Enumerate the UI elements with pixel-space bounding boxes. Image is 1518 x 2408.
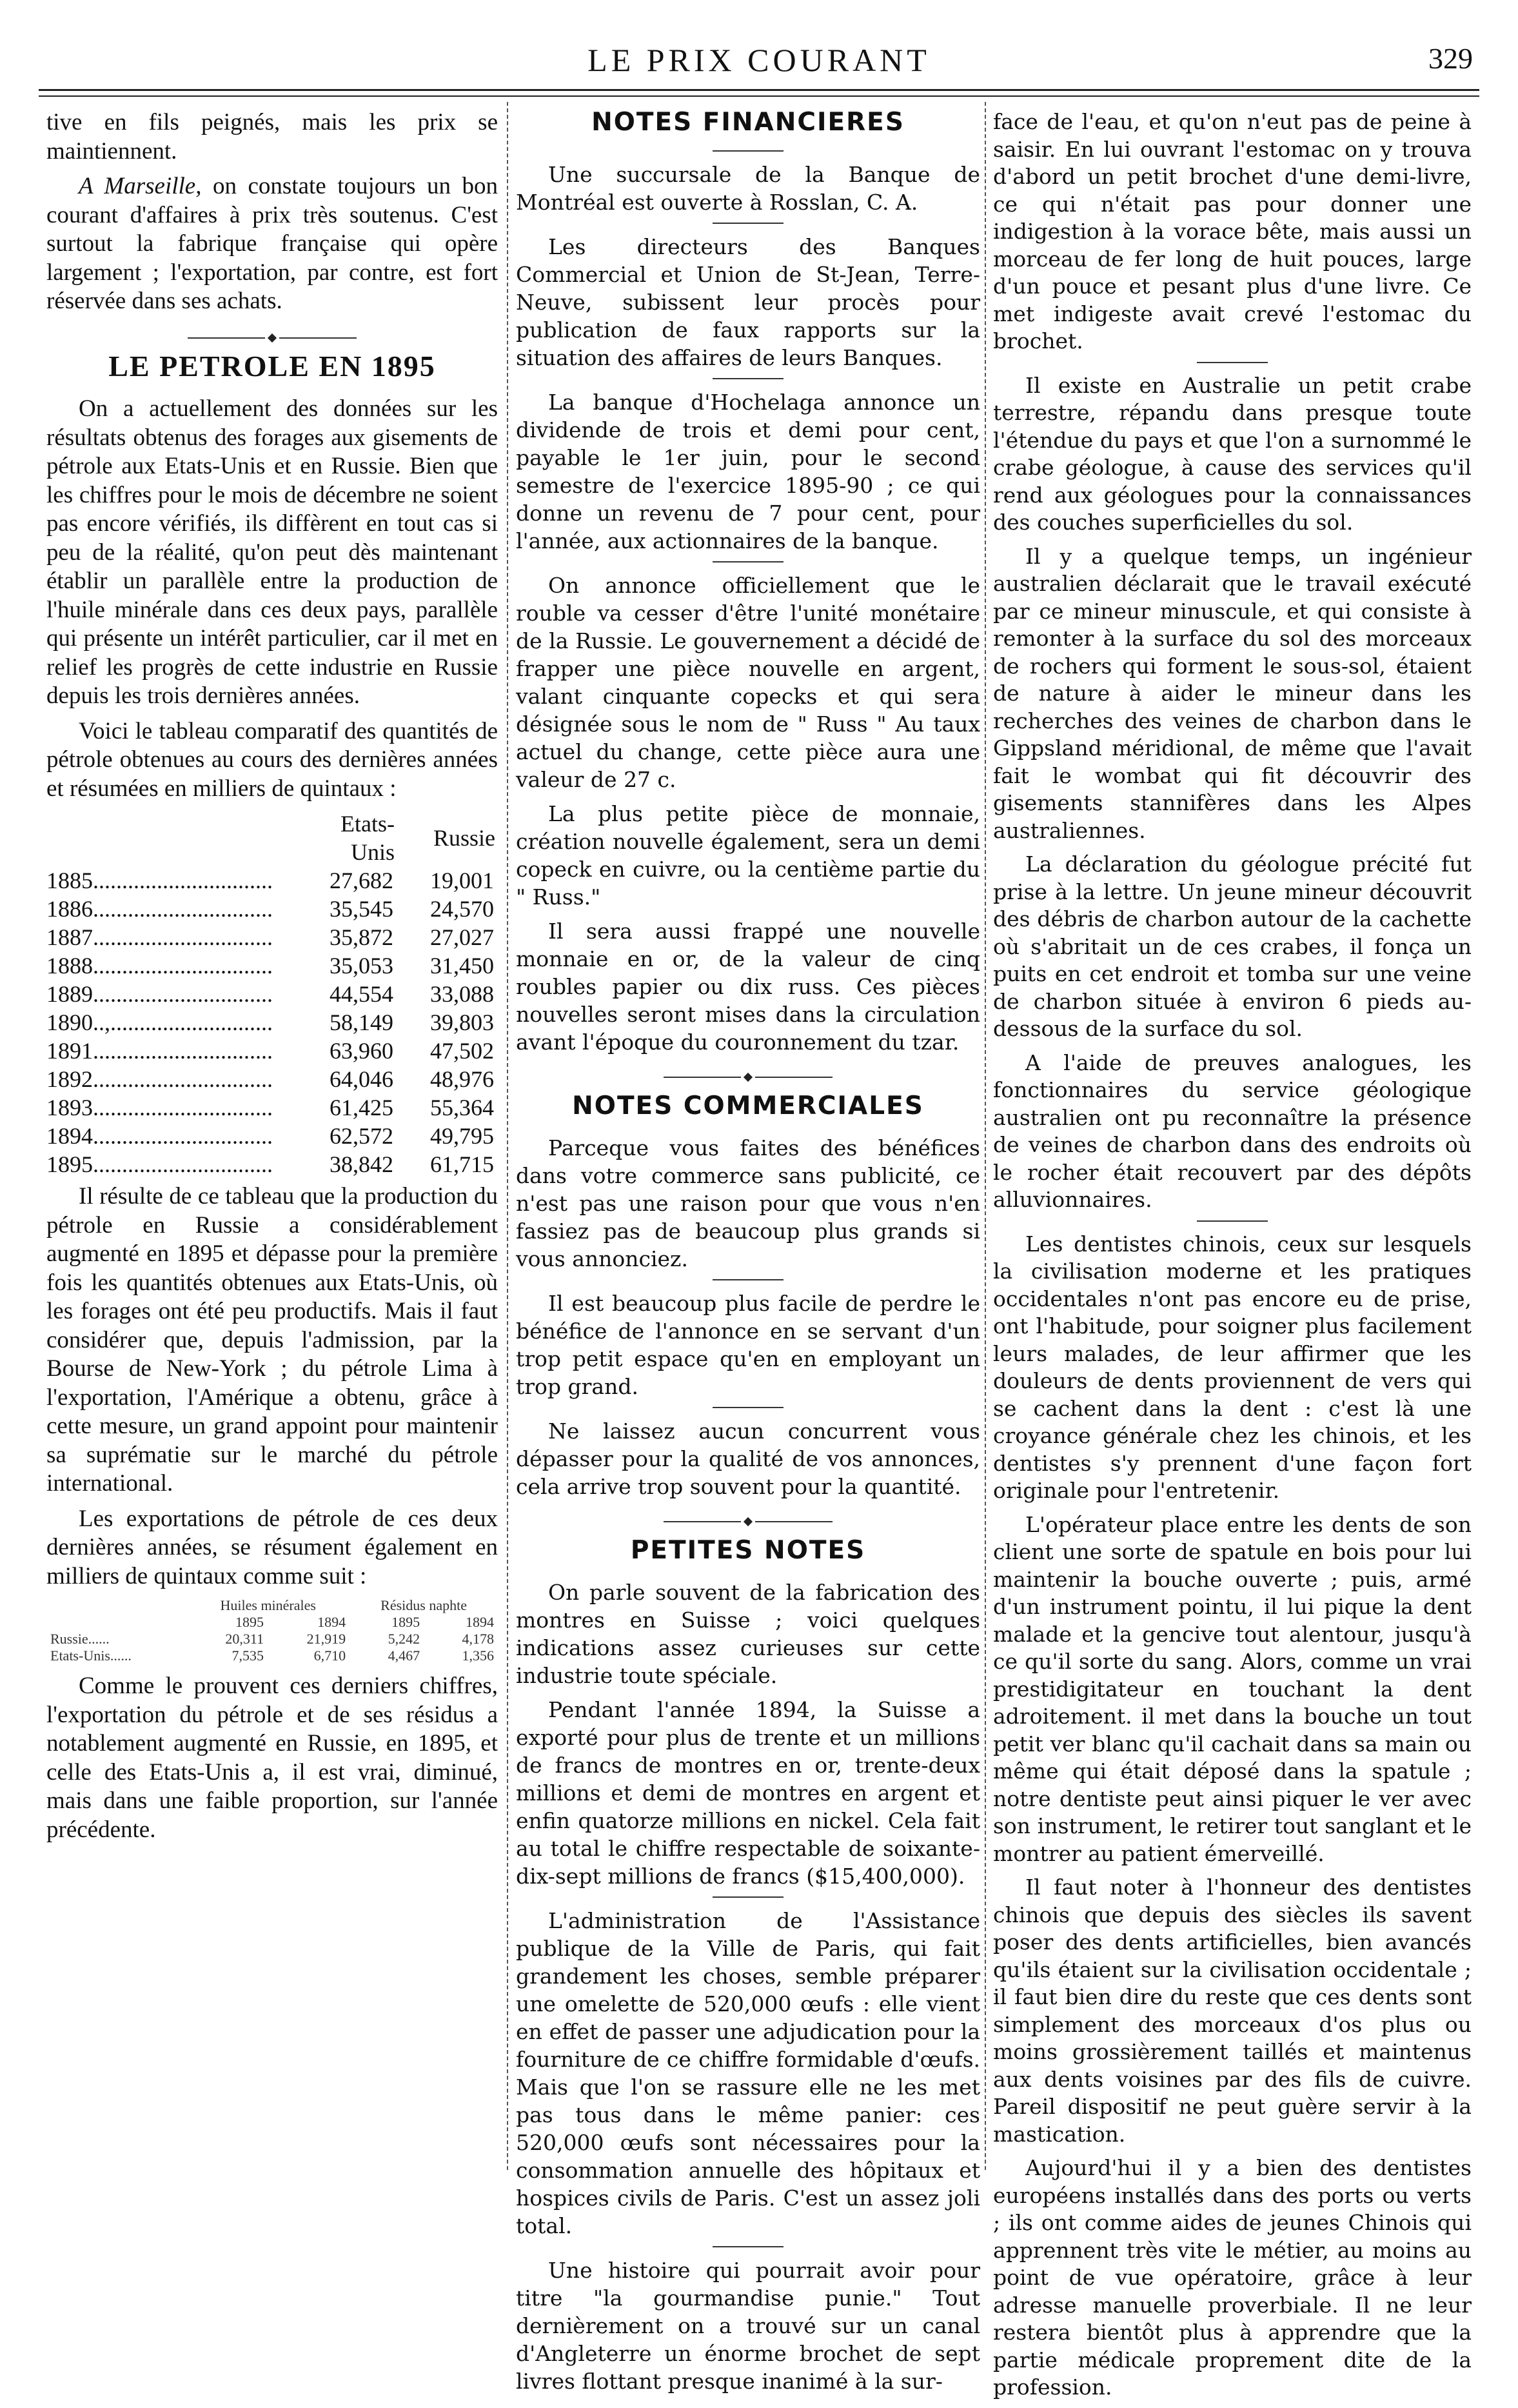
year-cell: 1889............................... xyxy=(46,981,273,1007)
value-cell: 35,545 xyxy=(330,896,393,922)
paragraph: On annonce officiellement que le rouble va cesser d'être l'unité monétaire de la Russie. Le gouvernement a décidé de frapper une pièce nouvelle en argent, valant cinquante copecks et qui sera désignée sous le nom de " Russ " Au taux actuel du change, cette pièce aura une valeur de 27 c. xyxy=(516,573,980,792)
paragraph: Il y a quelque temps, un ingénieur australien déclarait que le travail exécuté par ce mineur minuscule, et qui consiste à remonter à la surface du sol des morceaux de rochers qui forment le sous-sol, étaient de nature à aider le mineur dans les recherches des veines de charbon dans le Gippsland méridional, de même que l'avait fait le wombat qui fit découvrir des gisements stannifères dans les Alpes australiennes. xyxy=(993,543,1472,843)
table-row xyxy=(46,1631,498,1647)
paragraph: Les exportations de pétrole de ces deux dernières années, se résument également en milliers de quintaux comme suit : xyxy=(46,1505,498,1589)
value-cell: 7,535 xyxy=(232,1647,264,1664)
city-name: A Marseille, xyxy=(79,173,202,199)
year-cell: 1891............................... xyxy=(46,1038,273,1064)
column-1 xyxy=(46,108,498,1851)
country-cell: Russie...... xyxy=(50,1631,110,1647)
value-cell: 48,976 xyxy=(430,1066,494,1092)
value-cell: 64,046 xyxy=(330,1066,393,1092)
column-2 xyxy=(516,108,980,2402)
paragraph: On parle souvent de la fabrication des montres en Suisse ; voici quelques indications assez curieuses sur cette industrie toute spéciale. xyxy=(516,1580,980,1688)
paragraph: L'opérateur place entre les dents de son client une sorte de spatule en bois pour lui maintenir la bouche ouverte ; puis, armé d'un instrument pointu, il lui pique la dent malade et la gencive tout alentour, jusqu'à ce qu'il sorte du sang. Alors, comme un vrai prestidigitateur en touchant la dent adroitement. il met dans la bouche un tout petit ver blanc qu'il cachait dans sa main ou même qui était déposé dans la spatule ; notre dentiste peut ainsi piquer le ver avec son instrument, le retirer tout sanglant et le montrer au patient émerveillé. xyxy=(993,1511,1472,1866)
year-cell: 1894............................... xyxy=(46,1123,273,1149)
year-cell: 1892............................... xyxy=(46,1066,273,1092)
paragraph: Aujourd'hui il y a bien des dentistes européens installés dans des ports ou verts ; ils ont comme aides de jeunes Chinois qui apprennent très vite le métier, au moins au point de vue opératoire, grâce à leur adresse manuelle proverbiale. Il ne leur restera bientôt plus à apprendre que la partie médicale proprement dite de la profession. xyxy=(993,2155,1472,2400)
short-rule xyxy=(713,150,784,152)
short-rule xyxy=(713,223,784,224)
short-rule xyxy=(1197,1220,1268,1222)
paragraph: Ne laissez aucun concurrent vous dépasser pour la qualité de vos annonces, cela arrive trop souvent pour la quantité. xyxy=(516,1418,980,1499)
table-row xyxy=(46,1150,498,1179)
journal-title: LE PRIX COURANT xyxy=(587,42,931,78)
value-cell: 33,088 xyxy=(430,981,494,1007)
value-cell: 21,919 xyxy=(306,1631,346,1647)
year-cell: 1893............................... xyxy=(46,1095,273,1120)
table-row xyxy=(46,923,498,951)
table-row xyxy=(46,1037,498,1065)
value-cell: 4,178 xyxy=(462,1631,494,1647)
year-cell: 1887............................... xyxy=(46,924,273,950)
table-row xyxy=(46,895,498,923)
value-cell: 49,795 xyxy=(430,1123,494,1149)
column-3 xyxy=(993,108,1472,2408)
value-cell: 27,682 xyxy=(330,868,393,893)
table-row xyxy=(46,1065,498,1093)
value-cell: 39,803 xyxy=(430,1010,494,1035)
value-cell: 55,364 xyxy=(430,1095,494,1120)
paragraph: Voici le tableau comparatif des quantités de pétrole obtenues au cours des dernières années et résumées en milliers de quintaux : xyxy=(46,717,498,802)
article-heading-petrole: LE PETROLE EN 1895 xyxy=(108,349,436,383)
paragraph: La déclaration du géologue précité fut prise à la lettre. Un jeune mineur découvrit des débris de charbon autour de la cachette où s'abritait un de ces crabes, il fonça un puits en cet endroit et tomba sur une veine de charbon située à environ 6 pieds au-dessous de la surface du sol. xyxy=(993,851,1472,1041)
table-row xyxy=(46,980,498,1008)
year-cell: 1890..,............................ xyxy=(46,1010,273,1035)
paragraph: Il faut noter à l'honneur des dentistes chinois que depuis des siècles ils savent poser des dents artificielles, bien avancés qu'ils étaient sur la civilisation occidentale ; il faut bien dire du reste que ces dents sont simplement des morceaux d'os plus ou moins grossièrement taillés et maintenus aux dents voisines par des fils de cuivre. Pareil dispositif ne peut guère servir à la mastication. xyxy=(993,1875,1472,2147)
year-cell: 1885............................... xyxy=(46,868,273,893)
production-table xyxy=(46,810,498,1179)
value-cell: 38,842 xyxy=(330,1151,393,1177)
paragraph: Il existe en Australie un petit crabe terrestre, répandu dans presque toute l'étendue du pays et que l'on a surnommé le crabe géologue, à cause des services qu'il rend aux géologues pour la connaissances des couches superficielles du sol. xyxy=(993,372,1472,535)
value-cell: 31,450 xyxy=(430,953,494,979)
value-cell: 1,356 xyxy=(462,1647,494,1664)
value-cell: 6,710 xyxy=(313,1647,346,1664)
paragraph xyxy=(46,172,498,316)
value-cell: 61,715 xyxy=(430,1151,494,1177)
short-rule xyxy=(713,378,784,379)
table-row xyxy=(46,1122,498,1150)
country-cell: Etats-Unis...... xyxy=(50,1647,132,1664)
section-heading-notes-commerciales: NOTES COMMERCIALES xyxy=(572,1091,924,1120)
paragraph: L'administration de l'Assistance publique de la Ville de Paris, qui fait grandement les choses, semble préparer une omelette de 520,000 œufs : elle vient en effet de passer une adjudication pour la fourniture de ce chiffre formidable d'œufs. Mais que l'on se rassure elle ne les met pas tous dans le même panier: ces 520,000 œufs sont nécessaires pour la consommation annuelle des hôpitaux et hospices civils de Paris. C'est un assez joli total. xyxy=(516,1908,980,2238)
year-header: 1894 xyxy=(317,1614,346,1630)
section-heading-petites-notes: PETITES NOTES xyxy=(630,1536,866,1565)
value-cell: 24,570 xyxy=(430,896,494,922)
paragraph: Une succursale de la Banque de Montréal est ouverte à Rosslan, C. A. xyxy=(516,162,980,215)
year-cell: 1886............................... xyxy=(46,896,273,922)
paragraph: Parceque vous faites des bénéfices dans votre commerce sans publicité, ce n'est pas une raison pour que vous n'en fassiez pas de beaucoup plus grands si vous annonciez. xyxy=(516,1135,980,1271)
value-cell: 61,425 xyxy=(330,1095,393,1120)
year-header: 1895 xyxy=(391,1614,420,1630)
paragraph: La banque d'Hochelaga annonce un dividende de trois et demi pour cent, payable le 1er juin, pour le second semestre de l'exercice 1895-90 ; ce qui donne un revenu de 7 pour cent, pour l'année, aux actionnaires de la banque. xyxy=(516,390,980,553)
paragraph: tive en fils peignés, mais les prix se maintiennent. xyxy=(46,109,498,164)
separator-ornament xyxy=(516,1507,980,1526)
separator-ornament xyxy=(516,1062,980,1082)
table-row xyxy=(46,951,498,980)
short-rule xyxy=(713,1407,784,1408)
export-table xyxy=(46,1597,498,1664)
short-rule xyxy=(713,561,784,562)
value-cell: 35,053 xyxy=(330,953,393,979)
value-cell: 58,149 xyxy=(330,1010,393,1035)
value-cell: 27,027 xyxy=(430,924,494,950)
year-header: 1895 xyxy=(235,1614,264,1630)
table-header-russie: Russie xyxy=(433,825,495,851)
paragraph: Il est beaucoup plus facile de perdre le bénéfice de l'annonce en se servant d'un trop petit espace qu'en en employant un trop grand. xyxy=(516,1291,980,1399)
value-cell: 63,960 xyxy=(330,1038,393,1064)
table-header-etats-unis: Etats-Unis xyxy=(340,811,395,865)
column-divider-1 xyxy=(507,102,508,2170)
table-row xyxy=(46,1008,498,1037)
paragraph: Comme le prouvent ces derniers chiffres, l'exportation du pétrole et de ses résidus a notablement augmenté en Russie, en 1895, et celle des Etats-Unis a, il est vrai, diminué, mais dans une faible proportion, sur l'année précédente. xyxy=(46,1673,498,1843)
header-rule-thin xyxy=(39,95,1479,97)
value-cell: 44,554 xyxy=(330,981,393,1007)
value-cell: 62,572 xyxy=(330,1123,393,1149)
page-number: 329 xyxy=(1428,42,1473,75)
paragraph: Une histoire qui pourrait avoir pour titre "la gourmandise punie." Tout dernièrement on a trouvé sur un canal d'Angleterre un énorme brochet de sept livres flottant presque inanimé à la sur- xyxy=(516,2258,980,2394)
paragraph: Pendant l'année 1894, la Suisse a exporté pour plus de trente et un millions de francs de montres en or, trente-deux millions et demi de montres en argent et enfin quatorze millions en nickel. Cela fait au total le chiffre respectable de soixante-dix-sept millions de francs ($15,400,000). xyxy=(516,1697,980,1889)
group-header-residus: Résidus naphte xyxy=(380,1597,467,1613)
paragraph: Il sera aussi frappé une nouvelle monnaie en or, de la valeur de cinq roubles papier ou dix russ. Ces pièces nouvelles seront mises dans la circulation avant l'époque du couronnement du tzar. xyxy=(516,919,980,1055)
year-cell: 1895............................... xyxy=(46,1151,273,1177)
group-header-huiles: Huiles minérales xyxy=(220,1597,316,1613)
header-rule xyxy=(39,89,1479,91)
value-cell: 47,502 xyxy=(430,1038,494,1064)
paragraph: Il résulte de ce tableau que la production du pétrole en Russie a considérablement augmenté en 1895 et dépasse pour la première fois les quantités obtenues aux Etats-Unis, où les forages ont été peu productifs. Mais il faut considérer que, depuis l'admission, par la Bourse de New-York ; du pétrole Lima à l'exportation, l'Amérique a obtenu, grâce à cette mesure, un grand appoint pour maintenir sa suprématie sur le marché du pétrole international. xyxy=(46,1183,498,1497)
value-cell: 4,467 xyxy=(388,1647,420,1664)
column-divider-2 xyxy=(985,102,986,2170)
separator-ornament xyxy=(46,323,498,342)
short-rule xyxy=(713,1896,784,1898)
paragraph: Les directeurs des Banques Commercial et Union de St-Jean, Terre-Neuve, subissent leur procès pour publication de faux rapports sur la situation des affaires de leurs Banques. xyxy=(516,234,980,370)
paragraph: On a actuellement des données sur les résultats obtenus des forages aux gisements de pétrole aux Etats-Unis et en Russie. Bien que les chiffres pour le mois de décembre ne soient pas encore vérifiés, ils diffèrent en tout cas si peu de la réalité, qu'on peut dès maintenant établir un parallèle entre la production de l'huile minérale dans ces deux pays, parallèle qui présente un intérêt particulier, car il met en relief les progrès de cette industrie en Russie depuis les trois dernières années. xyxy=(46,395,498,709)
table-row xyxy=(46,866,498,895)
value-cell: 35,872 xyxy=(330,924,393,950)
section-heading-notes-financieres: NOTES FINANCIERES xyxy=(591,108,905,137)
short-rule xyxy=(713,1279,784,1280)
paragraph: face de l'eau, et qu'on n'eut pas de peine à saisir. En lui ouvrant l'estomac on y trouva d'abord un petit brochet d'une demi-livre, ce qui n'était pas pour donner une indigestion à la vorace bête, mais aussi un morceau de fer long de huit pouces, large d'un pouce et pesant plus d'une livre. Ce met indigeste avait crevé l'estomac du brochet. xyxy=(993,109,1472,353)
value-cell: 20,311 xyxy=(225,1631,264,1647)
paragraph: La plus petite pièce de monnaie, création nouvelle également, sera un demi copeck en cuivre, ou la centième partie du " Russ." xyxy=(516,801,980,910)
short-rule xyxy=(1197,362,1268,363)
year-cell: 1888............................... xyxy=(46,953,273,979)
table-row xyxy=(46,1093,498,1122)
paragraph: A l'aide de preuves analogues, les fonctionnaires du service géologique australien ont pu reconnaître la présence de veines de charbon dans des endroits où le rocher était recouvert par des dépôts alluvionnaires. xyxy=(993,1050,1472,1212)
table-row xyxy=(46,1647,498,1664)
page-header xyxy=(39,26,1479,97)
value-cell: 19,001 xyxy=(430,868,494,893)
paragraph: Les dentistes chinois, ceux sur lesquels la civilisation moderne et les pratiques occidentales n'ont pas encore eu de prise, ont l'habitude, pour soigner plus facilement leurs malades, de leur affirmer que les douleurs de dents proviennent de vers qui se cachent dans la dent : c'est là une croyance générale chez les chinois, et les dentistes s'y prennent d'une façon fort originale pour l'entretenir. xyxy=(993,1231,1472,1503)
value-cell: 5,242 xyxy=(388,1631,420,1647)
paragraph-text: on constate toujours un bon courant d'affaires à prix très soutenus. C'est surtout la fabrique française qui opère largement ; l'exportation, par contre, est fort réservée dans ses achats. xyxy=(46,173,498,314)
short-rule xyxy=(713,2246,784,2247)
year-header: 1894 xyxy=(466,1614,494,1630)
